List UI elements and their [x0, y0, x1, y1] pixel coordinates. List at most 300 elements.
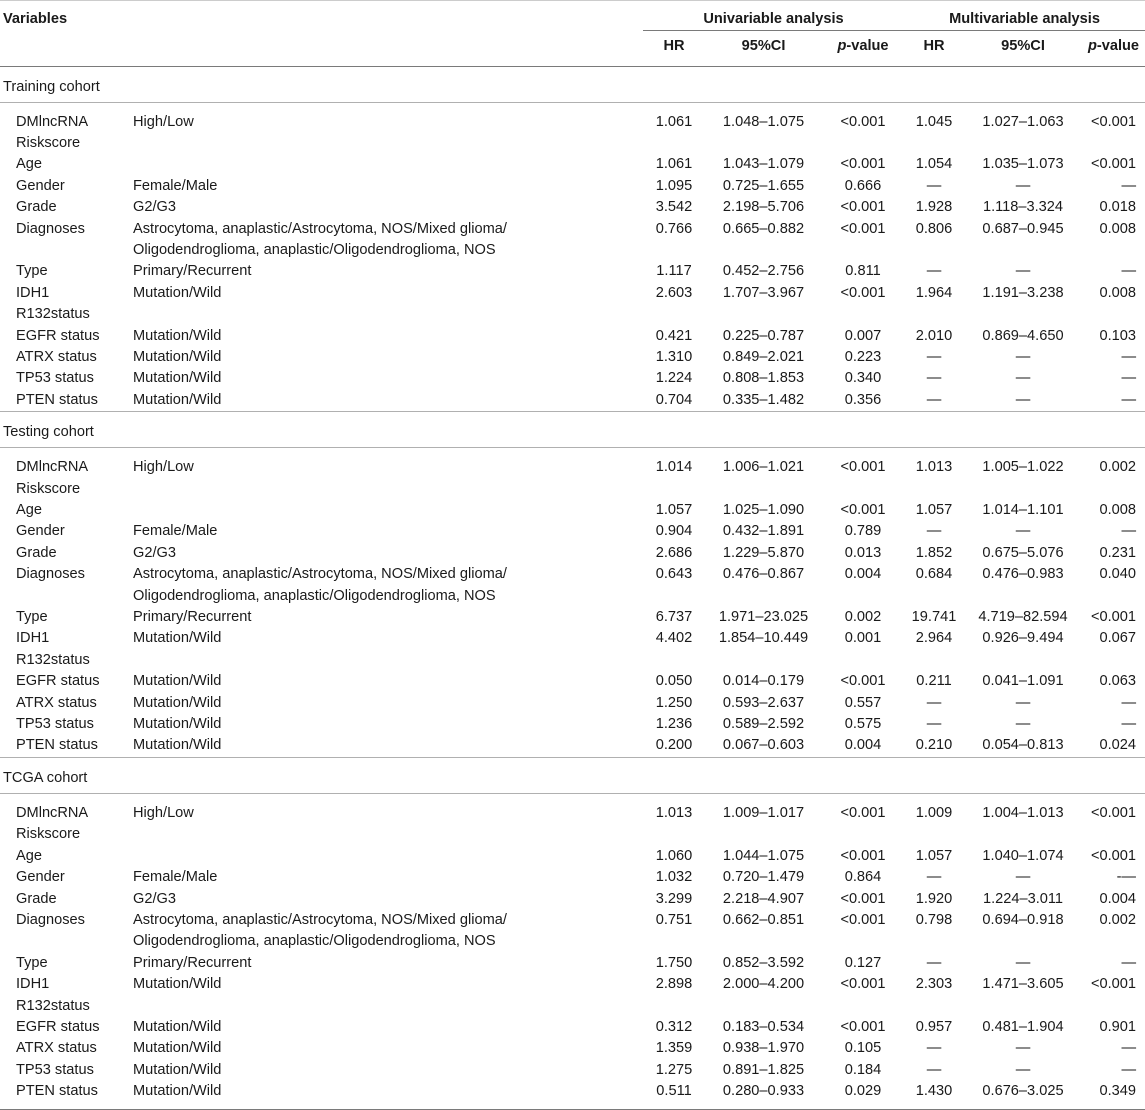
comparison-text: G2/G3: [133, 199, 176, 216]
multi-ci-cell: 0.476–0.983: [982, 566, 1064, 583]
multi-pvalue-cell: 0.067: [1099, 630, 1137, 647]
uni-ci-cell: 0.476–0.867: [722, 566, 805, 583]
comparison-text: Mutation/Wild: [133, 630, 222, 647]
variable-cell: [0, 1081, 133, 1102]
multi-pvalue-cell: <0.001: [1090, 156, 1137, 173]
uni-pvalue-cell: 0.340: [844, 370, 882, 387]
uni-hr-cell: 0.200: [655, 737, 693, 754]
multi-ci-cell: 0.481–1.904: [982, 1018, 1064, 1035]
table-row: [0, 714, 1145, 735]
table-row: [0, 261, 1145, 282]
comparison-cell: [133, 889, 643, 910]
uni-pvalue-cell: 0.001: [844, 630, 882, 647]
uni-pvalue-cell: 0.004: [844, 737, 882, 754]
multi-hr-cell: 1.045: [915, 113, 953, 130]
uni-ci-cell: 1.044–1.075: [722, 847, 805, 864]
comparison-cell: [133, 910, 643, 953]
cohort-name: Training cohort: [0, 66, 1145, 102]
multi-pvalue-cell: —: [1121, 1040, 1137, 1057]
uni-hr-cell: 1.032: [655, 869, 693, 886]
variable-name: DMlncRNA: [16, 804, 89, 821]
multi-hr-cell: 1.057: [915, 502, 953, 518]
multi-pvalue-cell: 0.024: [1099, 737, 1137, 754]
uni-hr-cell: 1.061: [655, 156, 693, 173]
uni-pvalue-cell: <0.001: [840, 804, 886, 821]
uni-ci-cell: 0.725–1.655: [722, 177, 805, 194]
multi-ci-cell: 0.676–3.025: [982, 1083, 1064, 1100]
comparison-cell: [133, 283, 643, 326]
table-row: [0, 197, 1145, 218]
multi-pvalue-cell: 0.004: [1099, 890, 1137, 907]
variable-cell: [0, 368, 133, 389]
uni-hr-cell: 6.737: [655, 609, 693, 626]
table-row: [0, 326, 1145, 347]
comparison-text: High/Low: [133, 804, 194, 821]
table-row: [0, 154, 1145, 175]
comparison-cell: [133, 1060, 643, 1081]
uni-pvalue-cell: <0.001: [840, 847, 886, 864]
variable-name: Diagnoses: [16, 911, 85, 928]
table-row: [0, 867, 1145, 888]
uni-ci-cell: 1.009–1.017: [722, 804, 805, 821]
uni-ci-cell: 1.048–1.075: [722, 113, 805, 130]
multi-hr-cell: 2.964: [915, 630, 953, 647]
multi-hr-cell: —: [926, 523, 942, 540]
variable-cell: [0, 219, 133, 262]
uni-hr-cell: 1.057: [655, 502, 693, 518]
comparison-text: Mutation/Wild: [133, 1018, 222, 1035]
uni-pvalue-cell: 0.007: [844, 327, 882, 344]
uni-ci-cell: 0.014–0.179: [722, 673, 805, 690]
variable-name-continued: R132status: [16, 651, 90, 668]
variable-name: Gender: [16, 177, 65, 194]
variable-cell: [0, 112, 133, 155]
uni-pvalue-cell: <0.001: [840, 284, 886, 301]
multi-ci-cell: 1.035–1.073: [982, 156, 1064, 173]
multi-pvalue-cell: 0.002: [1099, 911, 1137, 928]
comparison-cell: [133, 607, 643, 628]
multi-hr-cell: 1.013: [915, 459, 953, 476]
comparison-text: Mutation/Wild: [133, 284, 222, 301]
table-row: [0, 693, 1145, 714]
variable-cell: [0, 607, 133, 628]
variable-cell: [0, 500, 133, 521]
multi-pvalue-cell: 0.018: [1099, 199, 1137, 216]
uni-ci-cell: 1.707–3.967: [722, 284, 805, 301]
uni-hr-cell: 0.511: [656, 1083, 692, 1100]
comparison-text: Mutation/Wild: [133, 348, 222, 365]
uni-ci-cell: 1.854–10.449: [718, 630, 809, 647]
uni-ci-cell: 0.808–1.853: [722, 370, 805, 387]
comparison-text: Mutation/Wild: [133, 370, 222, 387]
uni-hr-cell: 2.686: [655, 544, 693, 561]
variable-name: TP53 status: [16, 716, 94, 733]
uni-ci-cell: 0.665–0.882: [722, 220, 805, 237]
p-rest: -value: [1096, 37, 1140, 54]
uni-pvalue-cell: 0.811: [845, 263, 881, 280]
uni-hr-cell: 1.750: [655, 954, 693, 971]
comparison-text: High/Low: [133, 113, 194, 130]
uni-ci-cell: 0.852–3.592: [722, 954, 805, 971]
variable-name: IDH1: [16, 630, 50, 647]
multi-ci-cell: 4.719–82.594: [978, 609, 1068, 626]
comparison-text: Astrocytoma, anaplastic/Astrocytoma, NOS/Mixed glioma/: [133, 911, 507, 928]
uni-pvalue-cell: 0.002: [844, 609, 882, 626]
table-row: [0, 953, 1145, 974]
comparison-text: G2/G3: [133, 890, 176, 907]
uni-hr-cell: 1.250: [655, 694, 693, 711]
comparison-text: Mutation/Wild: [133, 737, 222, 754]
comparison-text-continued: Oligodendroglioma, anaplastic/Oligodendroglioma, NOS: [133, 587, 496, 604]
uni-ci-cell: 2.218–4.907: [722, 890, 805, 907]
multi-ci-cell: 0.687–0.945: [982, 220, 1064, 237]
variable-name: Age: [16, 847, 42, 864]
multi-hr-cell: 1.054: [915, 156, 953, 173]
multi-pvalue-header: [1082, 30, 1145, 66]
multi-pvalue-cell: —: [1121, 694, 1137, 711]
uni-ci-cell: 0.849–2.021: [722, 348, 805, 365]
variable-cell: [0, 347, 133, 368]
uni-hr-cell: 1.236: [655, 716, 693, 733]
uni-pvalue-cell: <0.001: [840, 220, 886, 237]
comparison-text: Astrocytoma, anaplastic/Astrocytoma, NOS/Mixed glioma/: [133, 220, 507, 237]
variable-name: IDH1: [16, 284, 50, 301]
uni-pvalue-cell: 0.004: [844, 566, 882, 583]
multi-hr-cell: 1.430: [915, 1083, 953, 1100]
uni-hr-cell: 0.904: [655, 523, 693, 540]
uni-hr-cell: 3.299: [655, 890, 693, 907]
table-row: [0, 1081, 1145, 1102]
comparison-cell: [133, 457, 643, 500]
table-bottom-rule: [0, 1103, 1145, 1110]
uni-pvalue-cell: 0.864: [844, 869, 882, 886]
variable-cell: [0, 176, 133, 197]
comparison-text: Female/Male: [133, 869, 218, 886]
spacer-row: [0, 102, 1145, 112]
comparison-cell: [133, 176, 643, 197]
uni-hr-cell: 1.224: [655, 370, 693, 387]
multi-pvalue-cell: <0.001: [1090, 113, 1137, 130]
uni-ci-cell: 0.452–2.756: [722, 263, 805, 280]
uni-pvalue-cell: 0.184: [844, 1061, 882, 1078]
uni-hr-cell: 1.061: [655, 113, 693, 130]
uni-hr-cell: 1.310: [655, 348, 693, 365]
table-row: [0, 607, 1145, 628]
variable-name: PTEN status: [16, 1083, 98, 1100]
variable-name: ATRX status: [16, 694, 97, 711]
multi-ci-cell: 1.014–1.101: [982, 502, 1064, 518]
comparison-text: Primary/Recurrent: [133, 263, 252, 280]
uni-ci-cell: 0.589–2.592: [722, 716, 805, 733]
comparison-cell: [133, 154, 643, 175]
comparison-cell: [133, 543, 643, 564]
comparison-text: Mutation/Wild: [133, 673, 222, 690]
multi-hr-cell: 2.010: [915, 327, 953, 344]
multi-ci-cell: —: [1015, 869, 1031, 886]
multi-ci-cell: 0.694–0.918: [982, 911, 1064, 928]
uni-pvalue-cell: 0.666: [844, 177, 882, 194]
comparison-cell: [133, 714, 643, 735]
multi-pvalue-cell: —: [1121, 523, 1137, 540]
multi-hr-cell: —: [926, 1040, 942, 1057]
variable-cell: [0, 974, 133, 1017]
variable-name-continued: R132status: [16, 997, 90, 1014]
multi-pvalue-cell: —: [1121, 348, 1137, 365]
uni-hr-cell: 1.275: [655, 1061, 693, 1078]
uni-ci-header: 95%CI: [705, 30, 822, 66]
uni-pvalue-cell: 0.013: [844, 544, 882, 561]
variable-cell: [0, 283, 133, 326]
variable-name: Age: [16, 502, 42, 518]
uni-hr-cell: 1.013: [655, 804, 693, 821]
multi-ci-cell: 0.675–5.076: [982, 544, 1064, 561]
uni-hr-cell: 1.117: [656, 263, 692, 280]
variable-cell: [0, 1017, 133, 1038]
uni-hr-cell: 0.766: [655, 220, 693, 237]
multi-ci-cell: 0.926–9.494: [982, 630, 1064, 647]
comparison-text: Mutation/Wild: [133, 327, 222, 344]
uni-pvalue-cell: <0.001: [840, 502, 886, 518]
variable-name: Grade: [16, 544, 57, 561]
multi-pvalue-cell: —: [1121, 177, 1137, 194]
multi-ci-cell: —: [1015, 370, 1031, 387]
variable-cell: [0, 671, 133, 692]
uni-ci-cell: 0.662–0.851: [722, 911, 805, 928]
uni-ci-cell: 0.280–0.933: [722, 1083, 805, 1100]
comparison-cell: [133, 521, 643, 542]
multi-hr-cell: 1.964: [915, 284, 953, 301]
multi-hr-cell: —: [926, 177, 942, 194]
multi-hr-cell: 1.009: [915, 804, 953, 821]
table-row: [0, 457, 1145, 500]
uni-pvalue-cell: 0.223: [844, 348, 882, 365]
variable-name: IDH1: [16, 976, 50, 993]
variable-name: Grade: [16, 199, 57, 216]
multi-ci-cell: —: [1015, 348, 1031, 365]
variable-cell: [0, 564, 133, 607]
variable-name: PTEN status: [16, 737, 98, 754]
multi-pvalue-cell: 0.349: [1099, 1083, 1137, 1100]
uni-pvalue-cell: <0.001: [840, 1018, 886, 1035]
multi-pvalue-cell: 0.008: [1099, 284, 1137, 301]
table-row: [0, 889, 1145, 910]
multi-hr-cell: 0.210: [915, 737, 953, 754]
comparison-cell: [133, 219, 643, 262]
multi-pvalue-cell: —: [1121, 1061, 1137, 1078]
comparison-text: Mutation/Wild: [133, 694, 222, 711]
multi-pvalue-cell: —: [1121, 391, 1137, 408]
uni-pvalue-cell: 0.029: [844, 1083, 882, 1100]
uni-pvalue-cell: 0.356: [844, 391, 882, 408]
variable-name: DMlncRNA: [16, 459, 89, 476]
multi-ci-cell: 1.040–1.074: [982, 847, 1064, 864]
multi-ci-cell: —: [1015, 716, 1031, 733]
uni-hr-cell: 0.704: [655, 391, 693, 408]
multi-ci-header: 95%CI: [964, 30, 1082, 66]
multi-hr-cell: —: [926, 954, 942, 971]
uni-ci-cell: 0.891–1.825: [722, 1061, 805, 1078]
uni-ci-cell: 0.067–0.603: [722, 737, 805, 754]
multi-ci-cell: —: [1015, 954, 1031, 971]
comparison-text: Astrocytoma, anaplastic/Astrocytoma, NOS/Mixed glioma/: [133, 566, 507, 583]
comparison-text-continued: Oligodendroglioma, anaplastic/Oligodendroglioma, NOS: [133, 241, 496, 258]
table-row: [0, 283, 1145, 326]
variable-name: DMlncRNA: [16, 113, 89, 130]
p-rest: -value: [846, 37, 889, 54]
multi-pvalue-cell: —: [1121, 954, 1137, 971]
variable-cell: [0, 457, 133, 500]
uni-hr-cell: 3.542: [655, 199, 693, 216]
multi-ci-cell: 1.005–1.022: [982, 459, 1064, 476]
multi-ci-cell: —: [1015, 391, 1031, 408]
uni-hr-cell: 1.014: [655, 459, 693, 476]
multi-hr-cell: —: [926, 348, 942, 365]
multi-ci-cell: 0.041–1.091: [982, 673, 1064, 690]
multi-hr-cell: —: [926, 1061, 942, 1078]
uni-hr-cell: 0.421: [655, 327, 693, 344]
table-row: [0, 735, 1145, 757]
uni-pvalue-cell: <0.001: [840, 911, 886, 928]
uni-ci-cell: 0.183–0.534: [722, 1018, 805, 1035]
multi-pvalue-cell: 0.901: [1099, 1018, 1137, 1035]
uni-ci-cell: 0.225–0.787: [722, 327, 805, 344]
table-row: [0, 628, 1145, 671]
uni-ci-cell: 2.198–5.706: [722, 199, 805, 216]
uni-hr-cell: 1.095: [655, 177, 693, 194]
multi-hr-cell: 1.920: [915, 890, 953, 907]
variable-cell: [0, 735, 133, 757]
multi-hr-cell: 1.057: [915, 847, 953, 864]
comparison-text: High/Low: [133, 459, 194, 476]
uni-pvalue-cell: <0.001: [840, 459, 886, 476]
variable-cell: [0, 197, 133, 218]
multi-hr-cell: —: [926, 263, 942, 280]
variable-name: EGFR status: [16, 327, 100, 344]
multi-pvalue-cell: <0.001: [1090, 847, 1137, 864]
multi-pvalue-cell: —: [1121, 716, 1137, 733]
variable-name-continued: Riskscore: [16, 480, 81, 497]
comparison-cell: [133, 326, 643, 347]
variable-name: EGFR status: [16, 1018, 100, 1035]
multi-pvalue-cell: —: [1121, 370, 1137, 387]
table-row: [0, 564, 1145, 607]
comparison-text: Female/Male: [133, 523, 218, 540]
multi-pvalue-cell: -—: [1116, 869, 1137, 886]
comparison-cell: [133, 261, 643, 282]
multi-pvalue-cell: 0.002: [1099, 459, 1137, 476]
uni-pvalue-cell: 0.105: [844, 1040, 882, 1057]
uni-ci-cell: 1.043–1.079: [722, 156, 805, 173]
multi-ci-cell: —: [1015, 177, 1031, 194]
multi-hr-cell: —: [926, 391, 942, 408]
variable-name: Type: [16, 954, 48, 971]
comparison-text: Primary/Recurrent: [133, 954, 252, 971]
variable-name: ATRX status: [16, 348, 97, 365]
cohort-header-row: [0, 66, 1145, 102]
uni-pvalue-cell: 0.127: [844, 954, 882, 971]
comparison-cell: [133, 693, 643, 714]
uni-hr-header: HR: [643, 30, 705, 66]
comparison-cell: [133, 564, 643, 607]
multi-ci-cell: 1.027–1.063: [982, 113, 1064, 130]
variable-cell: [0, 953, 133, 974]
uni-hr-cell: 2.603: [655, 284, 693, 301]
multi-hr-cell: —: [926, 370, 942, 387]
variable-name-continued: Riskscore: [16, 826, 81, 843]
variables-header: Variables: [3, 11, 68, 27]
variable-cell: [0, 910, 133, 953]
multi-hr-cell: 0.806: [915, 220, 953, 237]
multivariable-header: Multivariable analysis: [904, 0, 1145, 30]
comparison-cell: [133, 347, 643, 368]
table-row: [0, 390, 1145, 412]
table-row: [0, 1038, 1145, 1059]
variable-name-continued: R132status: [16, 306, 90, 323]
multi-pvalue-cell: 0.063: [1099, 673, 1137, 690]
comparison-cell: [133, 1081, 643, 1102]
table-row: [0, 1017, 1145, 1038]
uni-pvalue-cell: <0.001: [840, 976, 886, 993]
variable-name: ATRX status: [16, 1040, 97, 1057]
comparison-cell: [133, 974, 643, 1017]
variable-name: Type: [16, 609, 48, 626]
variable-cell: [0, 889, 133, 910]
multi-hr-header: HR: [904, 30, 964, 66]
uni-pvalue-cell: <0.001: [840, 199, 886, 216]
table-row: [0, 846, 1145, 867]
table-row: [0, 112, 1145, 155]
variable-cell: [0, 867, 133, 888]
comparison-cell: [133, 735, 643, 757]
comparison-text: Mutation/Wild: [133, 1061, 222, 1078]
multi-ci-cell: —: [1015, 694, 1031, 711]
variable-cell: [0, 261, 133, 282]
comparison-cell: [133, 803, 643, 846]
uni-hr-cell: 0.050: [655, 673, 693, 690]
uni-ci-cell: 0.720–1.479: [722, 869, 805, 886]
uni-ci-cell: 1.229–5.870: [722, 544, 805, 561]
table-row: [0, 176, 1145, 197]
cohort-name: TCGA cohort: [0, 757, 1145, 793]
variable-name: Diagnoses: [16, 220, 85, 237]
uni-hr-cell: 4.402: [655, 630, 693, 647]
comparison-text: Mutation/Wild: [133, 1040, 222, 1057]
uni-pvalue-cell: 0.789: [844, 523, 882, 540]
multi-pvalue-cell: —: [1121, 263, 1137, 280]
univariable-header: Univariable analysis: [643, 0, 904, 30]
multi-pvalue-cell: <0.001: [1090, 804, 1137, 821]
variable-cell: [0, 803, 133, 846]
comparison-cell: [133, 953, 643, 974]
spacer-row: [0, 448, 1145, 458]
multi-pvalue-cell: 0.008: [1099, 220, 1137, 237]
table-row: [0, 368, 1145, 389]
comparison-text: Mutation/Wild: [133, 716, 222, 733]
cohort-header-row: [0, 412, 1145, 448]
multi-ci-cell: 0.054–0.813: [982, 737, 1064, 754]
comparison-text: Mutation/Wild: [133, 391, 222, 408]
uni-pvalue-cell: <0.001: [840, 890, 886, 907]
variable-cell: [0, 521, 133, 542]
multi-hr-cell: 1.852: [915, 544, 953, 561]
table-row: [0, 521, 1145, 542]
uni-hr-cell: 0.312: [655, 1018, 693, 1035]
table-row: [0, 803, 1145, 846]
table-row: [0, 974, 1145, 1017]
table-header: [0, 0, 1145, 66]
multi-hr-cell: 0.211: [916, 673, 952, 690]
multi-ci-cell: 1.224–3.011: [982, 890, 1064, 907]
